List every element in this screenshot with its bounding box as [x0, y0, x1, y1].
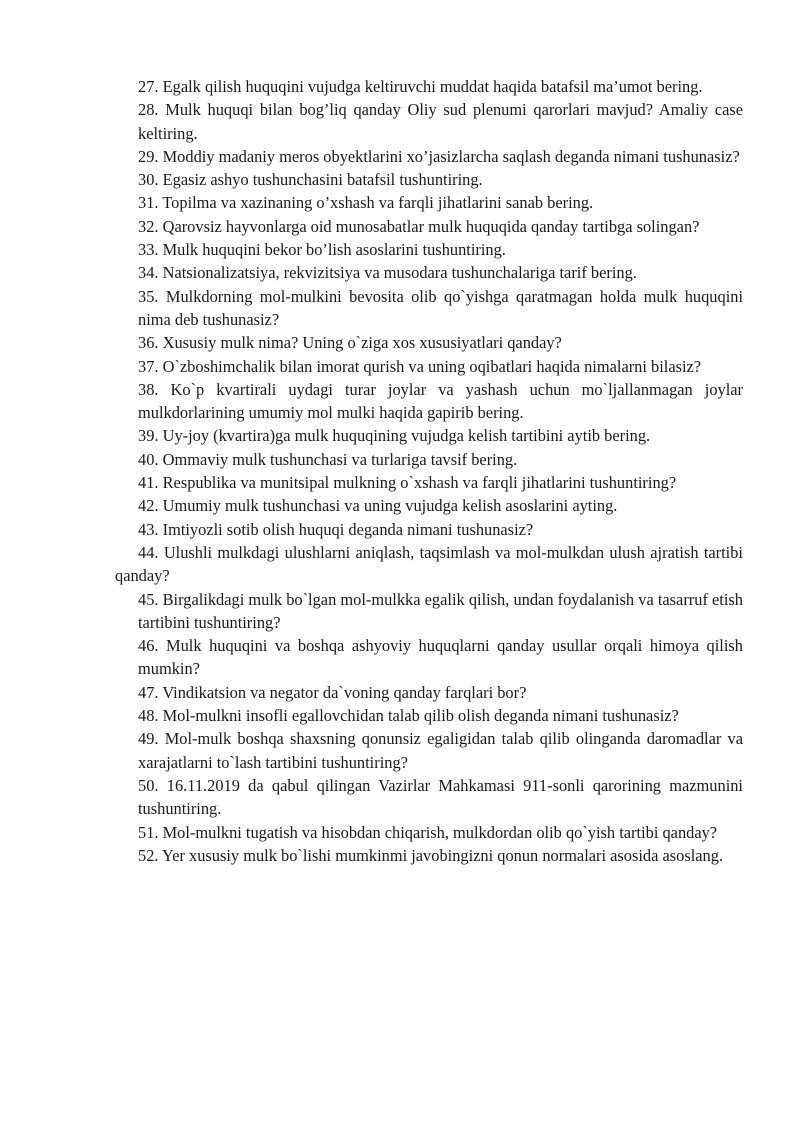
- question-number: 36.: [138, 333, 159, 353]
- question-text: Ulushli mulkdagi ulushlarni aniqlash, taqsimlash va mol-mulkdan ulush ajratish tartibi qanday?: [115, 542, 743, 586]
- question-item: [115, 331, 743, 354]
- question-text: Xususiy mulk nima? Uning o`ziga xos xususiyatlari qanday?: [162, 333, 562, 353]
- question-item: [115, 448, 743, 471]
- question-item: [115, 494, 743, 517]
- question-number: 45.: [138, 589, 159, 609]
- question-text: Egasiz ashyo tushunchasini batafsil tushuntiring.: [162, 170, 483, 190]
- question-text: Qarovsiz hayvonlarga oid munosabatlar mulk huquqida qanday tartibga solingan?: [162, 216, 700, 236]
- question-number: 46.: [138, 636, 159, 656]
- question-number: 34.: [138, 263, 159, 283]
- question-number: 49.: [138, 729, 159, 749]
- question-text: O`zboshimchalik bilan imorat qurish va uning oqibatlari haqida nimalarni bilasiz?: [162, 356, 702, 376]
- question-text: Mol-mulk boshqa shaxsning qonunsiz egaligidan talab qilib olinganda daromadlar va xarajatlarni to`lash tartibini tushuntiring?: [138, 729, 743, 772]
- question-item: [115, 145, 743, 168]
- question-text: Vindikatsion va negator da`voning qanday farqlari bor?: [162, 682, 527, 702]
- question-number: 42.: [138, 496, 159, 516]
- question-item: [115, 215, 743, 238]
- question-number: 39.: [138, 426, 159, 446]
- question-text: Yer xususiy mulk bo`lishi mumkinmi javobingizni qonun normalari asosida asoslang.: [162, 845, 724, 865]
- question-number: 32.: [138, 216, 159, 236]
- question-number: 27.: [138, 77, 159, 96]
- question-item: [115, 191, 743, 214]
- question-list: [115, 75, 743, 867]
- question-text: Ko`p kvartirali uydagi turar joylar va yashash uchun mo`ljallanmagan joylar mulkdorlarining umumiy mol mulki haqida gapirib bering.: [138, 379, 743, 423]
- question-text: Imtiyozli sotib olish huquqi deganda nimani tushunasiz?: [162, 519, 534, 539]
- question-text: Mulk huquqi bilan bog’liq qanday Oliy sud plenumi qarorlari mavjud? Amaliy case keltiring.: [138, 100, 743, 143]
- question-item: [115, 238, 743, 261]
- question-item: [115, 844, 743, 867]
- question-item: [115, 378, 743, 425]
- question-number: 48.: [138, 706, 159, 726]
- question-item: [115, 98, 743, 145]
- question-item: [115, 518, 743, 541]
- question-text: Mulk huquqini va boshqa ashyoviy huquqlarni qanday usullar orqali himoya qilish mumkin?: [138, 636, 743, 679]
- question-number: 51.: [138, 822, 159, 842]
- question-text: Mol-mulkni insofli egallovchidan talab qilib olish deganda nimani tushunasiz?: [162, 706, 679, 726]
- question-text: Egalk qilish huquqini vujudga keltiruvchi muddat haqida batafsil ma’umot bering.: [162, 77, 703, 96]
- question-text: Uy-joy (kvartira)ga mulk huquqining vujudga kelish tartibini aytib bering.: [162, 426, 651, 446]
- question-text: Respublika va munitsipal mulkning o`xshash va farqli jihatlarini tushuntiring?: [162, 473, 677, 493]
- question-number: 52.: [138, 845, 159, 865]
- question-number: 38.: [138, 379, 159, 399]
- question-item: [115, 681, 743, 704]
- question-item: [115, 541, 743, 588]
- question-item: [115, 75, 743, 98]
- question-number: 41.: [138, 473, 159, 493]
- question-item: [115, 704, 743, 727]
- question-number: 33.: [138, 240, 159, 260]
- question-number: 28.: [138, 100, 159, 120]
- question-item: [115, 727, 743, 774]
- question-text: Birgalikdagi mulk bo`lgan mol-mulkka egalik qilish, undan foydalanish va tasarruf etish tartibini tushuntiring?: [138, 589, 743, 632]
- question-number: 37.: [138, 356, 159, 376]
- question-number: 30.: [138, 170, 159, 190]
- question-text: Mulk huquqini bekor bo’lish asoslarini tushuntiring.: [162, 240, 506, 260]
- question-text: Umumiy mulk tushunchasi va uning vujudga kelish asoslarini ayting.: [162, 496, 618, 516]
- question-text: Natsionalizatsiya, rekvizitsiya va musodara tushunchalariga tarif bering.: [162, 263, 637, 283]
- question-number: 47.: [138, 682, 159, 702]
- question-item: [115, 634, 743, 681]
- question-text: Moddiy madaniy meros obyektlarini xo’jasizlarcha saqlash deganda nimani tushunasiz?: [162, 146, 740, 166]
- question-number: 40.: [138, 449, 159, 469]
- question-number: 50.: [138, 775, 159, 795]
- question-text: Ommaviy mulk tushunchasi va turlariga tavsif bering.: [162, 449, 518, 469]
- question-number: 31.: [138, 193, 159, 213]
- question-item: [115, 168, 743, 191]
- question-number: 35.: [138, 286, 159, 306]
- question-item: [115, 424, 743, 447]
- question-item: [115, 774, 743, 821]
- question-item: [115, 821, 743, 844]
- question-text: Topilma va xazinaning o’xshash va farqli jihatlarini sanab bering.: [162, 193, 594, 213]
- question-item: [115, 471, 743, 494]
- question-text: Mol-mulkni tugatish va hisobdan chiqarish, mulkdordan olib qo`yish tartibi qanday?: [162, 822, 718, 842]
- question-item: [115, 261, 743, 284]
- question-item: [115, 588, 743, 635]
- question-text: Mulkdorning mol-mulkini bevosita olib qo`yishga qaratmagan holda mulk huquqini nima deb tushunasiz?: [138, 286, 743, 329]
- question-number: 29.: [138, 146, 159, 166]
- question-number: 44.: [138, 542, 159, 562]
- question-item: [115, 285, 743, 332]
- question-text: 16.11.2019 da qabul qilingan Vazirlar Mahkamasi 911-sonli qarorining mazmunini tushuntiring.: [138, 775, 743, 819]
- question-number: 43.: [138, 519, 159, 539]
- question-item: [115, 355, 743, 378]
